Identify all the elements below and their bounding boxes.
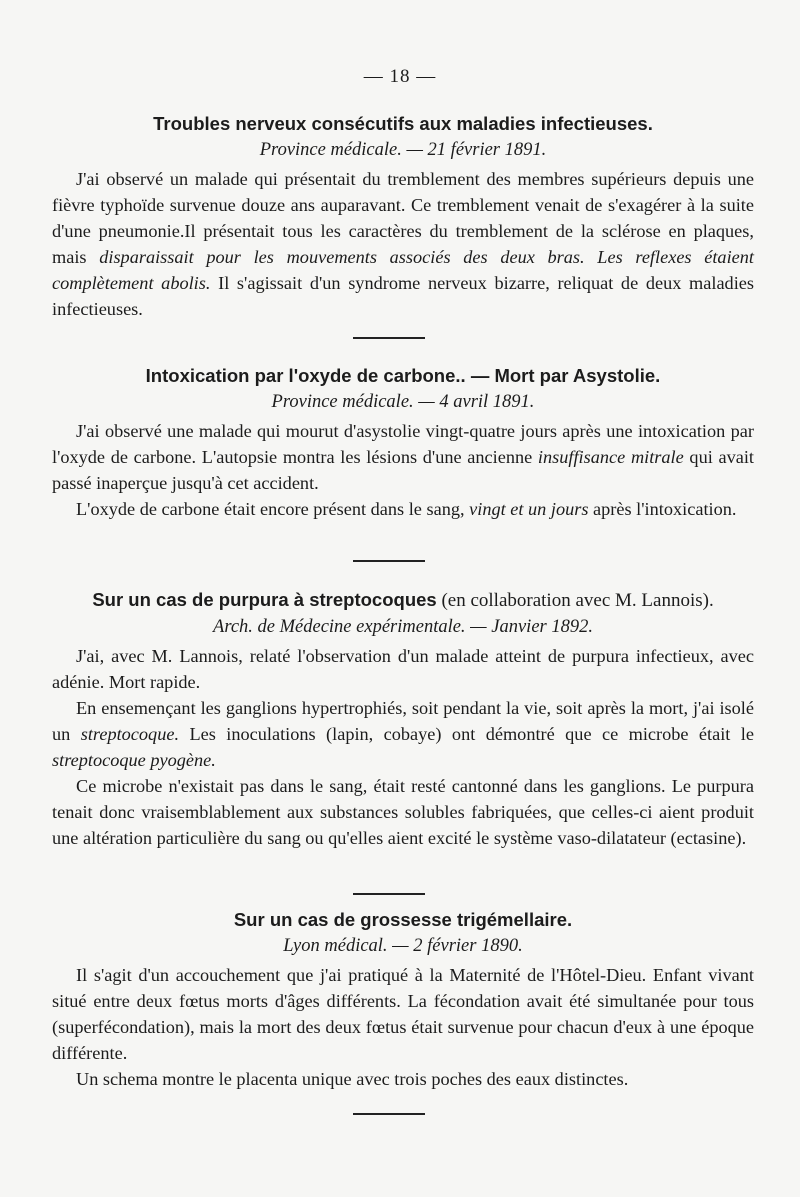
section-grossesse [52,908,754,1092]
paragraph: Il s'agit d'un accouchement que j'ai pratiqué à la Maternité de l'Hôtel-Dieu. Enfant vivant situé entre deux fœtus morts d'âges différents. La fécondation avait été simultanée pour tous (superfécondation), mais la mort des deux fœtus était survenue pour chacun d'eux à une époque différente. [52,965,754,1063]
section-source: Arch. de Médecine expérimentale. — Janvier 1892. [213,617,593,637]
page-number: — 18 — [363,66,437,87]
section-source: Province médicale. — 4 avril 1891. [271,392,535,412]
section-divider [353,337,425,339]
section-divider [353,893,425,895]
section-title: Sur un cas de grossesse trigémellaire. [233,909,573,930]
section-title: Intoxication par l'oxyde de carbone.. — Mort par Asystolie. [145,365,661,386]
paragraph: J'ai observé un malade qui présentait du tremblement des membres supérieurs depuis une fièvre typhoïde survenue douze ans auparavant. Ce tremblement venait de s'exagérer à la suite d'une pneumonie.Il présentait tous les caractères du tremblement de la sclérose en plaques, mais disparaissait pour les mouvements associés des deux bras. Les reflexes étaient complètement abolis. Il s'agissait d'un syndrome nerveux bizarre, reliquat de deux maladies infectieuses. [52,169,755,319]
section-source: Province médicale. — 21 février 1891. [259,140,547,160]
paragraph: L'oxyde de carbone était encore présent dans le sang, vingt et un jours après l'intoxication. [76,499,737,519]
paragraph: Ce microbe n'existait pas dans le sang, était resté cantonné dans les ganglions. Le purpura tenait donc vraisemblablement aux substances solubles fabriquées, que celles-ci aient produit une altération particulière du sang ou qu'elles aient excité le système vaso-dilatateur (ectasine). [52,776,754,848]
section-troubles-nerveux [52,112,754,322]
section-divider [353,1113,425,1115]
section-title: Sur un cas de purpura à streptocoques (en collaboration avec M. Lannois). [92,589,714,611]
section-purpura [52,588,754,851]
section-intoxication [52,364,754,522]
section-divider [353,560,425,562]
paragraph: En ensemençant les ganglions hypertrophiés, soit pendant la vie, soit après la mort, j'ai isolé un streptocoque. Les inoculations (lapin, cobaye) ont démontré que ce microbe était le streptocoque pyogène. [52,698,754,770]
paragraph: J'ai, avec M. Lannois, relaté l'observation d'un malade atteint de purpura infectieux, avec adénie. Mort rapide. [52,646,754,692]
paragraph: Un schema montre le placenta unique avec trois poches des eaux distinctes. [76,1069,629,1089]
paragraph: J'ai observé une malade qui mourut d'asystolie vingt-quatre jours après une intoxication par l'oxyde de carbone. L'autopsie montra les lésions d'une ancienne insuffisance mitrale qui avait passé inaperçue jusqu'à cet accident. [52,421,755,493]
section-title: Troubles nerveux consécutifs aux maladies infectieuses. [153,113,653,134]
section-source: Lyon médical. — 2 février 1890. [283,936,523,956]
